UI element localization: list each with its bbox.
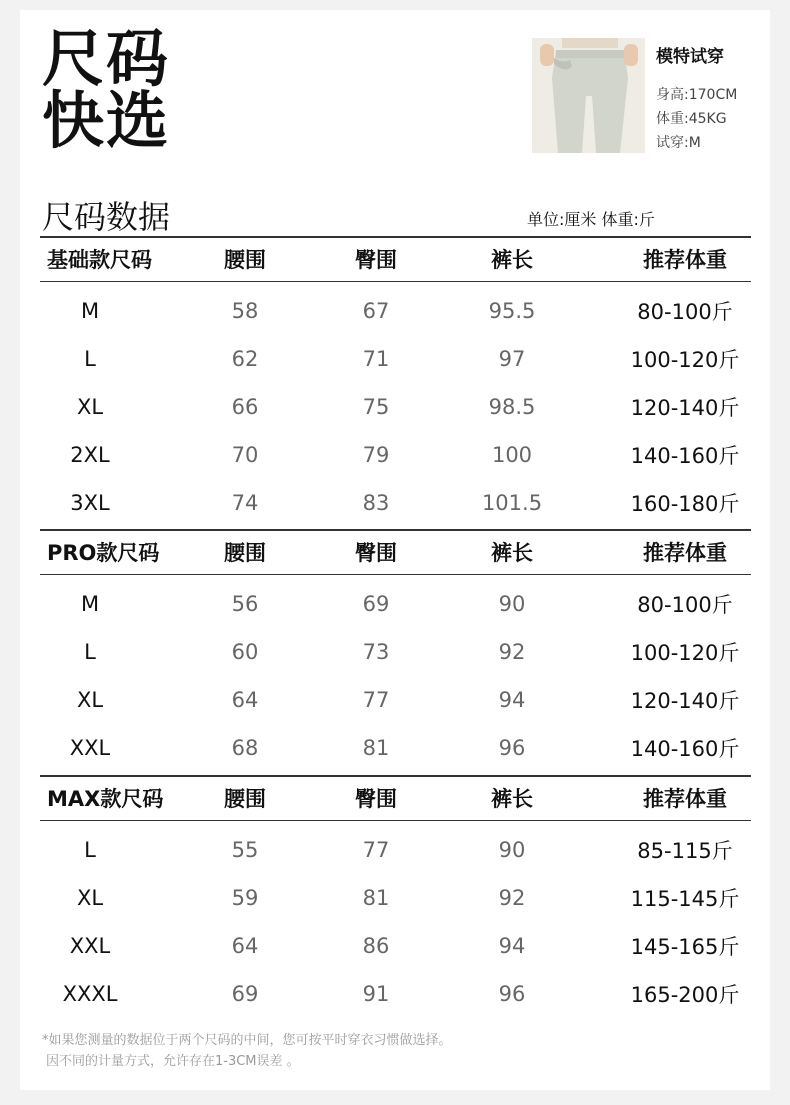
table-row — [40, 580, 751, 628]
cell-waist: 64 — [231, 934, 259, 958]
header-hip: 臀围 — [355, 541, 397, 565]
cell-hip: 75 — [362, 395, 390, 419]
title-line-2: 快选 — [42, 84, 171, 157]
cell-size: XXXL — [62, 982, 118, 1006]
cell-weight: 80-100斤 — [637, 300, 733, 324]
cell-hip: 79 — [362, 443, 390, 467]
header-weight: 推荐体重 — [643, 541, 727, 565]
cell-length: 97 — [498, 347, 526, 371]
cell-weight: 145-165斤 — [630, 935, 740, 959]
cell-size: L — [84, 347, 96, 371]
cell-weight: 100-120斤 — [630, 348, 740, 372]
table-row — [40, 383, 751, 431]
cell-hip: 81 — [362, 886, 390, 910]
cell-size: L — [84, 640, 96, 664]
table-header-row — [40, 777, 751, 820]
cell-size: XL — [76, 395, 104, 419]
footnote — [42, 1030, 452, 1072]
cell-hip: 67 — [362, 299, 390, 323]
table-row — [40, 431, 751, 479]
cell-length: 96 — [498, 736, 526, 760]
cell-length: 100 — [491, 443, 533, 467]
cell-weight: 120-140斤 — [630, 689, 740, 713]
table-header-row — [40, 531, 751, 574]
footnote-line-2: 因不同的计量方式，允许存在1-3CM误差 。 — [46, 1054, 300, 1069]
title-line-1: 尺码 — [42, 22, 171, 95]
footnote-line-1: *如果您测量的数据位于两个尺码的中间，您可按平时穿衣习惯做选择。 — [42, 1033, 452, 1048]
model-photo — [532, 38, 645, 153]
cell-hip: 77 — [362, 688, 390, 712]
cell-weight: 140-160斤 — [630, 444, 740, 468]
cell-size: XXL — [69, 934, 111, 958]
header-waist: 腰围 — [224, 541, 266, 565]
cell-weight: 165-200斤 — [630, 983, 740, 1007]
table-row — [40, 922, 751, 970]
table-row — [40, 970, 751, 1018]
cell-size: L — [84, 838, 96, 862]
cell-length: 94 — [498, 688, 526, 712]
header-hip: 臀围 — [355, 248, 397, 272]
header-weight: 推荐体重 — [643, 787, 727, 811]
model-info — [656, 42, 737, 155]
size-table-max — [40, 775, 751, 1018]
cell-length: 90 — [498, 838, 526, 862]
cell-hip: 73 — [362, 640, 390, 664]
cell-waist: 58 — [231, 299, 259, 323]
cell-hip: 71 — [362, 347, 390, 371]
cell-length: 96 — [498, 982, 526, 1006]
cell-size: M — [80, 299, 100, 323]
unit-note: 单位:厘米 体重:斤 — [527, 210, 655, 229]
cell-hip: 77 — [362, 838, 390, 862]
cell-waist: 68 — [231, 736, 259, 760]
size-table-pro — [40, 529, 751, 772]
cell-weight: 100-120斤 — [630, 641, 740, 665]
table-row — [40, 676, 751, 724]
cell-waist: 59 — [231, 886, 259, 910]
cell-waist: 56 — [231, 592, 259, 616]
cell-hip: 86 — [362, 934, 390, 958]
cell-length: 90 — [498, 592, 526, 616]
cell-hip: 69 — [362, 592, 390, 616]
section-title: 尺码数据 — [42, 198, 171, 236]
header-size: MAX款尺码 — [47, 787, 164, 811]
table-row — [40, 287, 751, 335]
header-hip: 臀围 — [355, 787, 397, 811]
table-row — [40, 479, 751, 527]
header-size: 基础款尺码 — [47, 248, 152, 272]
cell-size: XXL — [69, 736, 111, 760]
cell-length: 98.5 — [488, 395, 536, 419]
cell-waist: 55 — [231, 838, 259, 862]
header-length: 裤长 — [491, 248, 533, 272]
cell-weight: 85-115斤 — [637, 839, 733, 863]
cell-hip: 91 — [362, 982, 390, 1006]
cell-weight: 80-100斤 — [637, 593, 733, 617]
cell-waist: 66 — [231, 395, 259, 419]
table-row — [40, 874, 751, 922]
cell-weight: 160-180斤 — [630, 492, 740, 516]
cell-weight: 115-145斤 — [630, 887, 740, 911]
model-tried-size: 试穿:M — [656, 135, 701, 151]
cell-length: 92 — [498, 640, 526, 664]
header-size: PRO款尺码 — [47, 541, 160, 565]
table-row — [40, 628, 751, 676]
cell-length: 92 — [498, 886, 526, 910]
cell-hip: 81 — [362, 736, 390, 760]
size-table-basic — [40, 236, 751, 527]
cell-length: 95.5 — [488, 299, 536, 323]
cell-hip: 83 — [362, 491, 390, 515]
cell-waist: 60 — [231, 640, 259, 664]
header-waist: 腰围 — [224, 787, 266, 811]
cell-waist: 74 — [231, 491, 259, 515]
cell-waist: 70 — [231, 443, 259, 467]
cell-waist: 62 — [231, 347, 259, 371]
table-header-row — [40, 238, 751, 281]
cell-size: M — [80, 592, 100, 616]
cell-weight: 120-140斤 — [630, 396, 740, 420]
model-height: 身高:170CM — [656, 87, 738, 103]
header-length: 裤长 — [491, 787, 533, 811]
cell-length: 101.5 — [481, 491, 543, 515]
cell-size: XL — [76, 886, 104, 910]
table-row — [40, 335, 751, 383]
page-title — [42, 22, 171, 157]
cell-size: 3XL — [70, 491, 110, 515]
cell-waist: 64 — [231, 688, 259, 712]
header-waist: 腰围 — [224, 248, 266, 272]
table-row — [40, 826, 751, 874]
model-weight: 体重:45KG — [656, 111, 727, 127]
cell-size: 2XL — [70, 443, 110, 467]
model-info-title: 模特试穿 — [656, 47, 724, 67]
cell-size: XL — [76, 688, 104, 712]
cell-waist: 69 — [231, 982, 259, 1006]
table-row — [40, 724, 751, 772]
header-weight: 推荐体重 — [643, 248, 727, 272]
cell-weight: 140-160斤 — [630, 737, 740, 761]
header-length: 裤长 — [491, 541, 533, 565]
cell-length: 94 — [498, 934, 526, 958]
